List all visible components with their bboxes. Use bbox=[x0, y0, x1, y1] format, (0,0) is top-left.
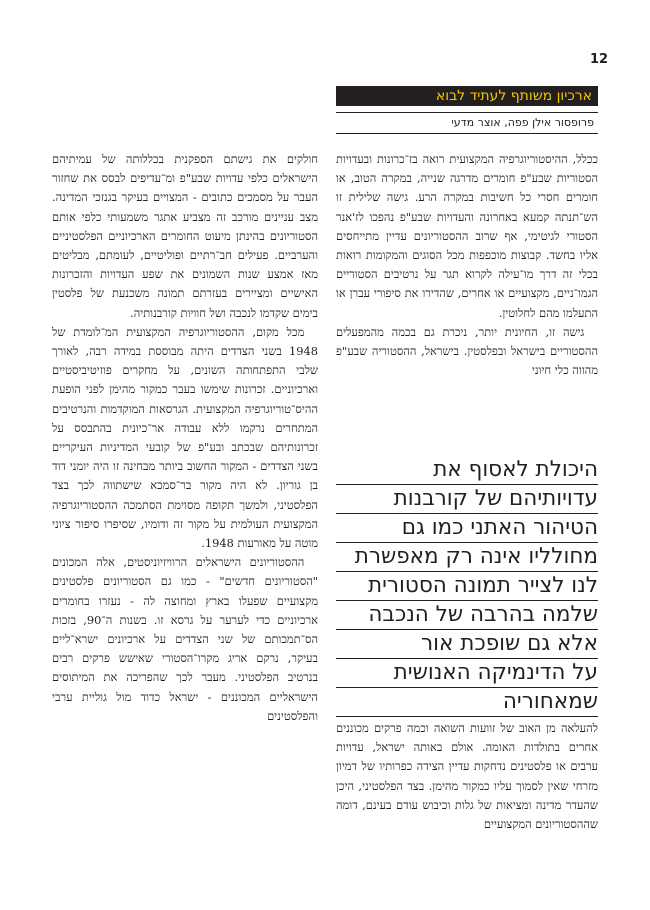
paragraph: להעלאה מן האוב של זוועות השואה וכמה פרקים מכוננים אחרים בתולדות האומה. אולם באותה ישראל, עדויות ערבים או פלסטינים נדחקות עדיין הצידה כפרותיו של דמיון מזרחי שאין לסמוך עליו כמקור מהימן. בצד הפלסטיני, היכן שהעדר מדינה ומציאות של גלות וכיבוש עודם בעינם, דומה שההסטוריונים המקצועיים bbox=[336, 721, 598, 832]
right-column-bottom bbox=[336, 719, 598, 834]
pull-quote bbox=[336, 456, 598, 717]
page-number: 12 bbox=[590, 52, 609, 67]
paragraph: חולקים את גישתם הספקנית בכללותה של עמיתיהם הישראלים כלפי עדויות שבע"פ ומ־עדיפים לבסס את שחזור העבר על מסמכים כתובים - המצויים בעיקר בגנזכי המדינה. מצב עניינים מורכב זה מצביע אתגר משמעותי כלפי אותם הסטוריונים בהינתן מיעוט החומרים הארכיוניים הפלסטיניים והערביים. פעילים חב־רתיים ופוליטיים, לעומתם, מבליטים מאז אמצע שנות השמונים את שפע העדויות והזכרונות האישיים ומציירים בעזרתם תמונה משכנעת של פלסטין בימים שקדמו לנכבה ושל חוויות קורבנותיה. bbox=[52, 152, 318, 320]
pull-quote-line: לנו לצייר תמונה הסטורית bbox=[336, 572, 598, 601]
pull-quote-line: מחולליו אינה רק מאפשרת bbox=[336, 543, 598, 572]
pull-quote-line: שמאחוריה bbox=[336, 688, 598, 717]
author-byline: פרופסור אילן פפה, אוצר מדעי bbox=[336, 112, 598, 134]
pull-quote-line: אלא גם שופכת אור bbox=[336, 630, 598, 659]
pull-quote-line: היכולת לאסוף את bbox=[336, 456, 598, 485]
pull-quote-line: עדויותיהם של קורבנות bbox=[336, 485, 598, 514]
paragraph: ככלל, ההיסטוריוגרפיה המקצועית רואה בז־כרונות ובעדויות הסטוריות שבע"פ חומרים מדרגה שנייה, במקרה הטוב, או חומרים חסרי כל חשיבות במקרה הרע. גישה שלילית זו הש־תנתה קמעא באחרונה והעדויות שבע"פ נהפכו לז'אנר הסטורי לגיטימי, אף שרוב ההסטוריונים עדיין מתייחסים אליו בחשד. קבוצות מוכפפות מכל הסוגים והמקומות רואות בכלי זה דרך מו־עילה לקרוא תגר על נרטיבים הסטוריים הגמו־ניים, מקצועיים או אחרים, שהדירו את סיפורי עברן או התעלמו מהם לחלוטין. bbox=[336, 152, 598, 320]
paragraph: גישה זו, החיונית יותר, ניכרת גם בכמה מהמפעלים ההסטוריים בישראל ובפלסטין. בישראל, ההסטוריה שבע"פ מהווה כלי חיוני bbox=[336, 324, 598, 378]
paragraph: מכל מקום, ההסטוריוגרפיה המקצועית המ־לומדת של 1948 בשני הצדדים היתה מבוססת במידה רבה, לאורך שלבי התפתחותה השונים, על מחקרים פוזיטיביסטיים וארכיוניים. זכרונות שימשו בעבר כמקור מהימן לפני הופעת ההיס־טוריוגרפיה המקצועית. הגרסאות המוקדמות והנרטיבים המתחרים נרקמו ללא עבודה אר־כיונית בהתבסס על זכרונותיהם שבכתב ובע"פ של קובעי המדיניות העיקריים בשני הצדדים - המקור החשוב ביותר מבחינה זו היה יומני דוד בן גוריון. לא היה מקור בר־סמכא שישתווה לכך בצד הפלסטיני, ולמשך תקופה מסוימת הסתמכה ההסטוריוגרפיה המקצועית העולמית על מקור זה ודומיו, שסיפרו סיפור ציוני מוטה על מאורעות 1948. bbox=[52, 324, 318, 551]
article-title: ארכיון משותף לעתיד לבוא bbox=[336, 86, 598, 106]
right-column-top bbox=[336, 150, 598, 380]
left-column bbox=[52, 150, 318, 726]
pull-quote-line: שלמה בהרבה של הנכבה bbox=[336, 601, 598, 630]
pull-quote-line: על הדינמיקה האנושית bbox=[336, 659, 598, 688]
paragraph: ההסטוריונים הישראלים הרוויזיוניסטים, אלה המכונים "הסטוריונים חדשים" - כמו גם הסטוריונים פלסטינים מקצועיים שפעלו בארץ ומחוצה לה - נעזרו בחומרים ארכיוניים כדי לערער על גרסא זו. בשנות ה־90, בזכות הס־תמכותם של שני הצדדים על ארכיונים ישרא־ליים בעיקר, נרקם אריג מקרו־הסטורי שאישש פרקים רבים בנרטיב הפלסטיני. מעבר לכך שהפריכה את המיתוסים הישראליים המכוננים - ישראל כדוד מול גוליית ערבי והפלסטינים bbox=[52, 555, 318, 723]
pull-quote-line: הטיהור האתני כמו גם bbox=[336, 514, 598, 543]
